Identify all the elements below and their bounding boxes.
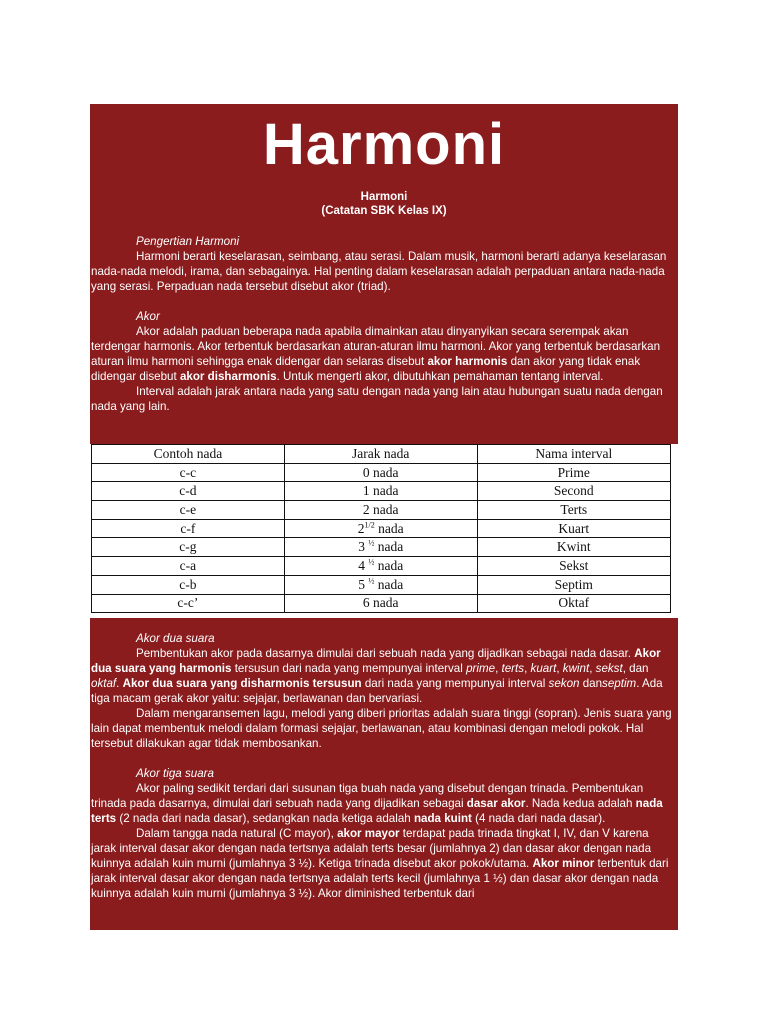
table-row: [92, 501, 671, 520]
column-header: Jarak nada: [284, 445, 477, 464]
cell-contoh: c-g: [92, 538, 285, 557]
heading-akor-dua-suara: Akor dua suara: [136, 632, 215, 645]
subtitle-catatan: (Catatan SBK Kelas IX): [321, 205, 447, 217]
heading-pengertian: Pengertian Harmoni: [136, 235, 240, 248]
paragraph-mayor-minor: Dalam tangga nada natural (C mayor), akor mayor terdapat pada trinada tingkat I, IV, dan V karena jarak interval dasar akor dengan nada tertsnya adalah terts besar (jumlahnya 2) dan dasar akor dengan nada kuinnya adalah kuin murni (jumlahnya 3 ½). Ketiga trinada disebut akor pokok/utama. Akor minor terbentuk dari jarak interval dasar akor dengan nada tertsnya adalah terts kecil (jumlahnya 1 ½) dan dasar akor dengan nada kuinnya adalah kuin murni (jumlahnya 3 ½). Akor diminished terbentuk dari: [91, 827, 669, 900]
cell-contoh: c-d: [92, 482, 285, 501]
column-header: Nama interval: [477, 445, 670, 464]
paragraph-akor-dua-suara: Pembentukan akor pada dasarnya dimulai dari sebuah nada yang dijadikan sebagai nada dasar. Akor dua suara yang harmonis tersusun dari nada yang mempunyai interval prime, terts, kuart, kwint, sekst, dan oktaf. Akor dua suara yang disharmonis tersusun dari nada yang mempunyai interval sekon danseptim. Ada tiga macam gerak akor yaitu: sejajar, berlawanan dan bervariasi.: [91, 647, 663, 705]
text-body-bottom: [90, 631, 678, 901]
cell-jarak: 4 $^{\frac{1}{2}}$ nada: [284, 557, 477, 576]
paragraph-aransemen: Dalam mengaransemen lagu, melodi yang diberi prioritas adalah suara tinggi (sopran). Jenis suara yang lain dapat membentuk melodi dalam formasi sejajar, berlawanan, atau kombinasi dengan melodi pokok. Hal tersebut dilakukan agar tidak membosankan.: [91, 707, 672, 750]
cell-nama: Second: [477, 482, 670, 501]
cell-jarak: 5 $^{\frac{1}{2}}$ nada: [284, 575, 477, 594]
cell-contoh: c-a: [92, 557, 285, 576]
table-row: [92, 482, 671, 501]
table-row: [92, 519, 671, 538]
cell-nama: Prime: [477, 463, 670, 482]
table-row: [92, 594, 671, 613]
cell-nama: Septim: [477, 575, 670, 594]
cell-nama: Sekst: [477, 557, 670, 576]
cell-jarak: 3 $^{\frac{1}{2}}$ nada: [284, 538, 477, 557]
content-panel: [90, 618, 678, 930]
document-title: Harmoni: [262, 112, 506, 177]
header-panel: [90, 104, 678, 444]
paragraph-akor: Akor adalah paduan beberapa nada apabila dimainkan atau dinyanyikan secara serempak akan terdengar harmonis. Akor terbentuk berdasarkan aturan-aturan ilmu harmoni. Akor yang terbentuk berdasarkan aturan ilmu harmoni sehingga enak didengar dan selaras disebut akor harmonis dan akor yang tidak enak didengar disebut akor disharmonis. Untuk mengerti akor, dibutuhkan pemahaman tentang interval.: [91, 325, 661, 383]
cell-jarak: $2^{1/2}$ nada: [284, 519, 477, 538]
table-row: [92, 463, 671, 482]
table-header-row: [92, 445, 671, 464]
cell-nama: Oktaf: [477, 594, 670, 613]
subtitle-harmoni: Harmoni: [360, 191, 408, 203]
cell-nama: Kwint: [477, 538, 670, 557]
column-header: Contoh nada: [92, 445, 285, 464]
paragraph-trinada: Akor paling sedikit terdari dari susunan tiga buah nada yang disebut dengan trinada. Pembentukan trinada pada dasarnya, dimulai dari sebuah nada yang dijadikan sebagai dasar akor. Nada kedua adalah nada terts (2 nada dari nada dasar), sedangkan nada ketiga adalah nada kuint (4 nada dari nada dasar).: [91, 782, 663, 825]
cell-contoh: c-b: [92, 575, 285, 594]
cell-contoh: c-c’: [92, 594, 285, 613]
cell-contoh: c-e: [92, 501, 285, 520]
interval-table: [91, 444, 671, 613]
cell-nama: Terts: [477, 501, 670, 520]
cell-contoh: c-c: [92, 463, 285, 482]
cell-jarak: 6 nada: [284, 594, 477, 613]
table-row: [92, 557, 671, 576]
cell-jarak: 0 nada: [284, 463, 477, 482]
paragraph-interval: Interval adalah jarak antara nada yang satu dengan nada yang lain atau hubungan suatu nada dengan nada yang lain.: [91, 385, 663, 413]
text-body-top: [90, 234, 678, 414]
paragraph-pengertian: Harmoni berarti keselarasan, seimbang, atau serasi. Dalam musik, harmoni berarti adanya keselarasan nada-nada melodi, irama, dan sebagainya. Hal penting dalam keselarasan adalah perpaduan antara nada-nada yang serasi. Perpaduan nada tersebut disebut akor (triad).: [91, 250, 667, 293]
cell-nama: Kuart: [477, 519, 670, 538]
cell-jarak: 2 nada: [284, 501, 477, 520]
table-row: [92, 538, 671, 557]
heading-akor: Akor: [136, 310, 160, 323]
table-row: [92, 575, 671, 594]
cell-contoh: c-f: [92, 519, 285, 538]
heading-akor-tiga-suara: Akor tiga suara: [136, 767, 214, 780]
cell-jarak: 1 nada: [284, 482, 477, 501]
interval-table-area: [90, 444, 678, 618]
